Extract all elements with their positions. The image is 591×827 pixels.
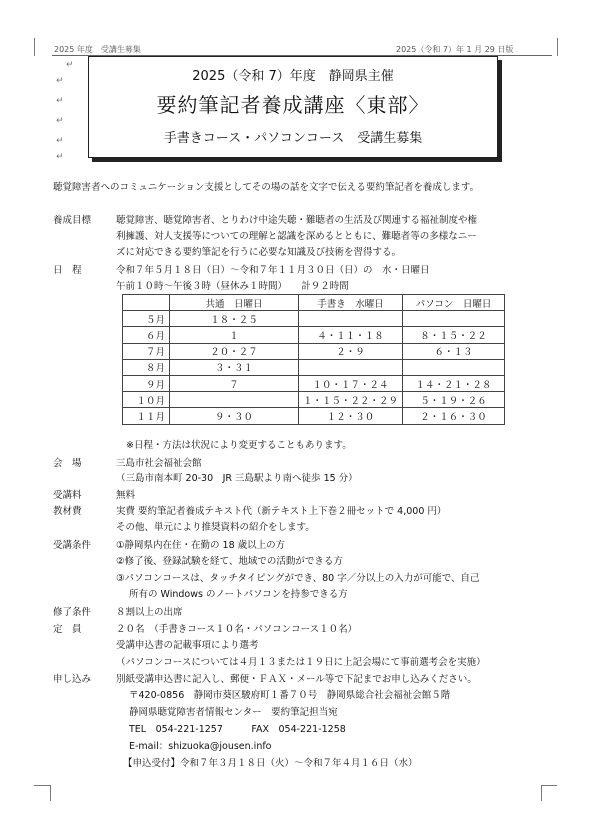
purpose-line-2: 利擁護、対人支援等についての理解と認識を深めるとともに、難聴者等の多様なニー — [116, 231, 477, 242]
common-cell: １ — [170, 327, 299, 343]
apply-address: 〒420-0856 静岡市葵区駿府町１番７０号 静岡県総合社会福祉会館５階 — [129, 690, 451, 701]
pc-cell: ２・１６・３０ — [403, 408, 505, 424]
common-cell: ７ — [170, 375, 299, 391]
pc-cell: ５・１９・２６ — [403, 392, 505, 408]
month-cell: ９月 — [123, 375, 170, 391]
purpose-line-3: ズに対応できる要約筆記を行うに必要な知識及び技術を習得する。 — [116, 247, 402, 258]
crop-mark-top-right — [557, 38, 558, 56]
apply-recipient: 静岡県聴覚障害者情報センター 要約筆記担当宛 — [129, 707, 338, 718]
capacity-label: 定 員 — [53, 624, 82, 635]
apply-phone-fax: TEL 054-221-1257 FAX 054-221-1258 — [129, 724, 346, 735]
running-header-left: 2025 年度 受講生募集 — [54, 45, 141, 54]
crop-mark-bottom-left-v — [50, 785, 51, 801]
handwriting-cell — [299, 359, 403, 375]
paragraph-mark-icon: ↵ — [56, 152, 64, 162]
handwriting-cell: ４・１１・１８ — [299, 327, 403, 343]
table-row — [123, 408, 505, 424]
apply-label: 申し込み — [53, 674, 92, 685]
table-header-cell — [123, 295, 170, 311]
capacity-line-2: 受講申込書の記載事項により選考 — [116, 640, 259, 651]
purpose-line-1: 聴覚障害、聴覚障害者、とりわけ中途失聴・難聴者の生活及び関連する福祉制度や権 — [116, 215, 478, 226]
running-header-right: 2025（令和 7）年 1 月 29 日版 — [396, 45, 514, 54]
conditions-line-2: ②修了後、登録試験を経て、地域での活動ができる方 — [116, 556, 343, 567]
purpose-label: 養成目標 — [53, 215, 92, 226]
month-cell: １１月 — [123, 408, 170, 424]
completion-label: 修了条件 — [53, 607, 92, 618]
table-header-row — [123, 295, 505, 311]
conditions-line-4: 所有の Windows のノートパソコンを持参できる方 — [129, 589, 348, 600]
common-cell: １８・２５ — [170, 311, 299, 327]
table-header-cell: 手書き 水曜日 — [299, 295, 403, 311]
schedule-table — [122, 294, 505, 425]
capacity-line-3: （パソコンコースについては４月１３または１９日に上記会場にて事前選考会を実施） — [116, 657, 486, 668]
crop-mark-top-left — [34, 38, 35, 56]
crop-mark-bottom-right-v — [541, 785, 542, 801]
fee-value: 無料 — [116, 490, 136, 501]
paragraph-mark-icon: ↵ — [56, 136, 64, 146]
handwriting-cell: ２・９ — [299, 343, 403, 359]
common-cell: ９・３０ — [170, 408, 299, 424]
pc-cell: ８・１５・２２ — [403, 327, 505, 343]
paragraph-mark-icon: ↵ — [56, 116, 64, 126]
crop-mark-bottom-right — [541, 785, 557, 786]
schedule-label: 日 程 — [53, 265, 82, 276]
pc-cell: ６・１３ — [403, 343, 505, 359]
handwriting-cell: １０・１７・２４ — [299, 375, 403, 391]
table-header-cell: 共通 日曜日 — [170, 295, 299, 311]
title-line-3: 手書きコース・パソコンコース 受講生募集 — [163, 131, 423, 146]
paragraph-mark-icon: ↵ — [56, 76, 64, 86]
month-cell: １０月 — [123, 392, 170, 408]
conditions-label: 受講条件 — [53, 540, 92, 551]
month-cell: ８月 — [123, 359, 170, 375]
table-row — [123, 327, 505, 343]
pc-cell — [403, 311, 505, 327]
handwriting-cell: １・１５・２２・２９ — [299, 392, 403, 408]
conditions-line-3: ③パソコンコースは、タッチタイピングができ、80 字／分以上の入力が可能で、自己 — [116, 573, 480, 584]
month-cell: ５月 — [123, 311, 170, 327]
venue-label: 会 場 — [53, 458, 82, 469]
title-line-1: 2025（令和 7）年度 静岡県主催 — [192, 69, 394, 84]
paragraph-mark-icon: ↵ — [56, 96, 64, 106]
capacity-line-1: ２０名 （手書きコース１０名・パソコンコース１０名） — [116, 624, 358, 635]
venue-address: （三島市南本町 20-30 JR 三島駅より南へ徒歩 15 分） — [116, 473, 358, 484]
apply-period: 【申込受付】令和７年３月１８日（火）～令和７年４月１６日（水） — [123, 758, 418, 769]
title-box — [88, 56, 498, 158]
month-cell: ６月 — [123, 327, 170, 343]
common-cell — [170, 392, 299, 408]
handwriting-cell: １２・３０ — [299, 408, 403, 424]
table-header-cell: パソコン 日曜日 — [403, 295, 505, 311]
month-cell: ７月 — [123, 343, 170, 359]
completion-value: ８割以上の出席 — [116, 607, 183, 618]
apply-email: E-mail：shizuoka@jousen.info — [129, 741, 272, 752]
fee-label: 受講料 — [53, 490, 82, 501]
table-row — [123, 392, 505, 408]
title-line-2: 要約筆記者養成講座〈東部〉 — [156, 93, 430, 117]
table-row — [123, 311, 505, 327]
schedule-period: 令和７年５月１８日（日）～令和７年１１月３０日（日）の 水・日曜日 — [116, 265, 430, 276]
materials-line-1: 実費 要約筆記者養成テキスト代（新テキスト上下巻２冊セットで 4,000 円） — [116, 506, 447, 517]
common-cell: ３・３１ — [170, 359, 299, 375]
intro-text: 聴覚障害者へのコミュニケーション支援としてその場の話を文字で伝える要約筆記者を養成します。 — [53, 182, 480, 193]
table-row — [123, 359, 505, 375]
schedule-hours: 午前１０時～午後３時（昼休み１時間） 計９２時間 — [116, 281, 349, 292]
schedule-note: ※日程・方法は状況により変更することもあります。 — [126, 440, 352, 451]
pc-cell — [403, 359, 505, 375]
conditions-line-1: ①静岡県内在住・在勤の 18 歳以上の方 — [116, 540, 286, 551]
table-row — [123, 375, 505, 391]
venue-name: 三島市社会福祉会館 — [116, 458, 202, 469]
apply-line-1: 別紙受講申込書に記入し、郵便・ＦＡＸ・メール等で下記までお申し込みください。 — [116, 674, 477, 685]
handwriting-cell — [299, 311, 403, 327]
pc-cell: １４・２１・２８ — [403, 375, 505, 391]
crop-mark-bottom-left — [34, 785, 50, 786]
common-cell: ２０・２７ — [170, 343, 299, 359]
table-row — [123, 343, 505, 359]
paragraph-mark-icon: ↵ — [66, 60, 74, 70]
materials-label: 教材費 — [53, 506, 82, 517]
materials-line-2: その他、単元により推奨資料の紹介をします。 — [116, 522, 315, 533]
